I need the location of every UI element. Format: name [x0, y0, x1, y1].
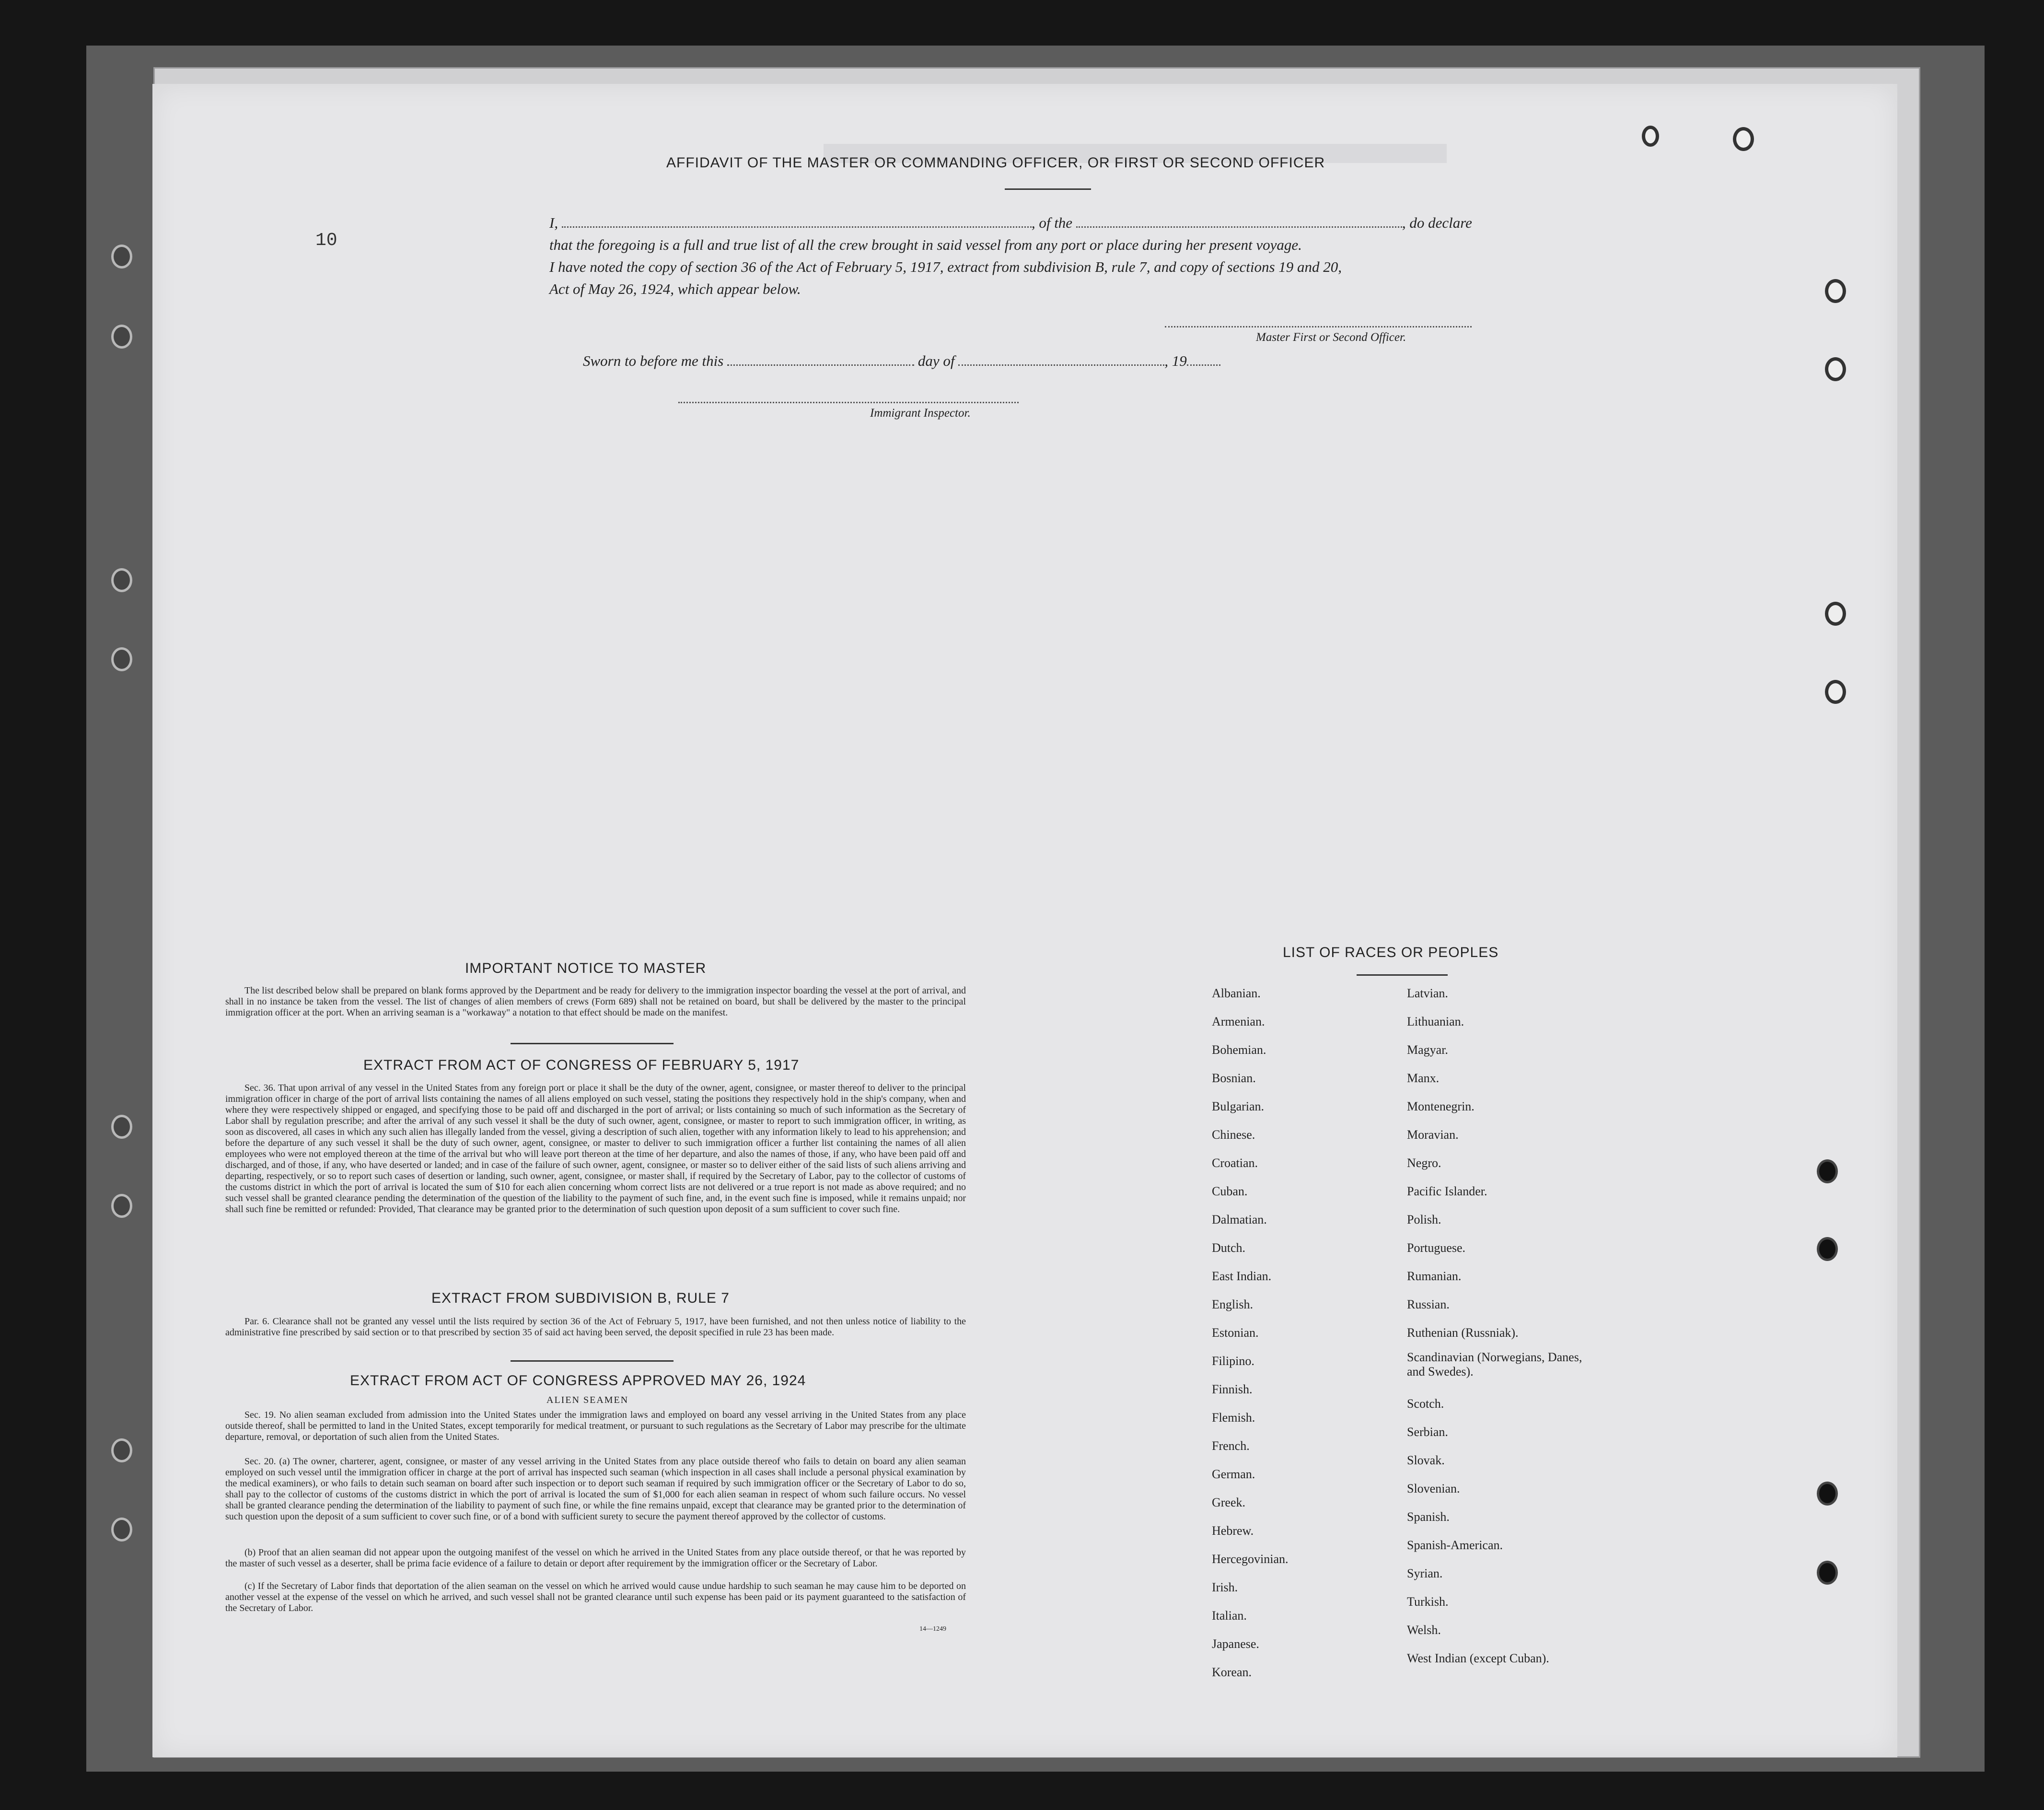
race-right-item: Pacific Islander. — [1407, 1184, 1487, 1198]
race-left-item: Bulgarian. — [1212, 1099, 1265, 1113]
extract3-sec20c: (c) If the Secretary of Labor finds that deportation of the alien seaman on the vessel on which he arrived would cause undue hardship to such seaman he may cause him to be deported on another vessel at the expense of the vessel on which he arrived, and such vessel shall not be granted clearance until such expense has been paid or its payment guaranteed to the satisfaction of the Secretary of Labor. — [225, 1581, 966, 1613]
divider-2 — [511, 1360, 674, 1362]
race-left-item: Chinese. — [1212, 1128, 1255, 1142]
notice-title: IMPORTANT NOTICE TO MASTER — [465, 960, 707, 976]
binder-hole-top-right — [1642, 126, 1659, 147]
race-right-item: Moravian. — [1407, 1128, 1459, 1142]
race-right-item: Latvian. — [1407, 986, 1448, 1000]
race-left-item: Dutch. — [1212, 1241, 1246, 1255]
race-right-item: Rumanian. — [1407, 1269, 1462, 1283]
race-right-item: Turkish. — [1407, 1594, 1449, 1609]
affidavit-line-1 — [549, 214, 1472, 232]
master-signature-line[interactable] — [1165, 326, 1472, 327]
extract1-body: Sec. 36. That upon arrival of any vessel in the United States from any foreign port or place it shall be the duty of the owner, agent, consignee, or master thereof to deliver to the principal immigration officer in charge of the port of arrival lists containing the names of all aliens employed on such vessel, stating the positions they respectively hold in the ship's company, when and where they were respectively shipped or engaged, and specifying those to be paid off and discharged in the port of arrival; or lists containing so much of such information as the Secretary of Labor shall by regulation prescribe; and after the arrival of any such vessel it shall be the duty of such owner, agent, consignee, or master to report to such immigration officer, in writing, as soon as discovered, all cases in which any such alien has illegally landed from the vessel, giving a description of such alien, together with any information likely to lead to his apprehension; and before the departure of any such vessel it shall be the duty of such owner, agent, consignee, or master to deliver to such immigration officer a further list containing the names of all alien employees who were not employed thereon at the time of the arrival but who will leave port thereon at the time of her departure, and also the names of those, if any, who have been paid off and discharged, and of those, if any, who have deserted or landed; and in case of the failure of such owner, agent, consignee, or master so to deliver either of the said lists of such aliens arriving and departing, respectively, or so to report such cases of desertion or landing, such owner, agent, consignee, or master shall, if required by the Secretary of Labor, pay to the collector of customs of the customs district in which the port of arrival is located the sum of $10 for each alien concerning whom correct lists are not delivered or a true report is not made as above required; and no such vessel shall be granted clearance pending the determination of the question of the liability to the payment of such fine, and, in the event such fine is imposed, while it remains unpaid; nor shall such fine be remitted or refunded: Provided, That clearance may be granted prior to the determination of such question upon deposit of a sum sufficient to cover such fine. — [225, 1083, 966, 1214]
race-right-item: Spanish-American. — [1407, 1538, 1503, 1552]
extract2-body: Par. 6. Clearance shall not be granted any vessel until the lists required by section 36 of the Act of February 5, 1917, have been furnished, and not then unless notice of liability to the administrative fine prescribed by said section or to that prescribed by section 35 of said act having been served, the deposit specified in rule 23 has been made. — [225, 1316, 966, 1338]
race-right-item: Magyar. — [1407, 1043, 1448, 1057]
vessel-field[interactable] — [1076, 226, 1402, 228]
affidavit-line-3: I have noted the copy of section 36 of the Act of February 5, 1917, extract from subdivision B, rule 7, and copy of sections 19 and 20, — [549, 258, 1342, 275]
race-left-item: East Indian. — [1212, 1269, 1272, 1283]
extract2-title: EXTRACT FROM SUBDIVISION B, RULE 7 — [431, 1290, 730, 1306]
race-left-item: Albanian. — [1212, 986, 1261, 1000]
affidavit-line-4: Act of May 26, 1924, which appear below. — [549, 280, 801, 297]
race-left-item: Estonian. — [1212, 1326, 1259, 1340]
binder-hole-right-5 — [1825, 680, 1846, 704]
extract3-title: EXTRACT FROM ACT OF CONGRESS APPROVED MAY 26, 1924 — [350, 1373, 806, 1389]
race-left-item: Hebrew. — [1212, 1524, 1254, 1538]
inspector-signature-line[interactable] — [678, 402, 1019, 403]
race-left-item: Finnish. — [1212, 1382, 1253, 1396]
year-label: , 19 — [1164, 352, 1187, 369]
binder-hole-right-1 — [1733, 127, 1754, 151]
race-left-item: Flemish. — [1212, 1411, 1255, 1425]
race-right-item: Scandinavian (Norwegians, Danes, and Swedes). — [1407, 1350, 1582, 1378]
i-label: I, — [549, 214, 558, 231]
binder-hole-left-8 — [111, 1518, 132, 1541]
races-title: LIST OF RACES OR PEOPLES — [1283, 945, 1499, 960]
binder-hole-left-6 — [111, 1194, 132, 1218]
binder-hole-right-9 — [1817, 1561, 1838, 1585]
binder-hole-right-4 — [1825, 602, 1846, 626]
sworn-line — [583, 352, 1220, 370]
race-left-item: Japanese. — [1212, 1637, 1259, 1651]
race-right-item: Negro. — [1407, 1156, 1441, 1170]
sworn-month-field[interactable] — [958, 364, 1164, 366]
race-left-item: English. — [1212, 1297, 1253, 1311]
race-right-item: West Indian (except Cuban). — [1407, 1651, 1549, 1665]
race-right-item: Polish. — [1407, 1213, 1441, 1226]
form-number: 14—1249 — [919, 1625, 946, 1633]
extract3-subtitle: ALIEN SEAMEN — [546, 1395, 629, 1405]
notice-body: The list described below shall be prepared on blank forms approved by the Department and be ready for delivery to the immigration inspector boarding the vessel at the port of arrival, and shall in no instance be taken from the vessel. The list of changes of alien members of crews (Form 689) shall not be retained on board, but shall be delivered by the master to the principal immigration officer at the port. When an arriving seaman is a "workaway" a notation to that effect should be made on the manifest. — [225, 985, 966, 1018]
race-right-item: Slovak. — [1407, 1453, 1445, 1467]
name-field[interactable] — [562, 226, 1032, 228]
race-left-item: Hercegovinian. — [1212, 1552, 1289, 1566]
margin-mark: 10 — [315, 230, 337, 251]
binder-hole-right-6 — [1817, 1159, 1838, 1183]
race-left-item: Filipino. — [1212, 1354, 1254, 1368]
race-right-item: Syrian. — [1407, 1566, 1443, 1580]
extract3-sec19: Sec. 19. No alien seaman excluded from admission into the United States under the immigration laws and employed on board any vessel arriving in the United States from any place outside thereof, shall be permitted to land in the United States, except temporarily for medical treatment, or pursuant to such regulations as the Secretary of Labor may prescribe for the ultimate departure, removal, or deportation of such alien from the United States. — [225, 1410, 966, 1442]
binder-hole-left-5 — [111, 1115, 132, 1139]
binder-hole-left-4 — [111, 647, 132, 671]
race-left-item: Bosnian. — [1212, 1071, 1256, 1085]
race-right-item: Serbian. — [1407, 1425, 1448, 1439]
binder-hole-left-1 — [111, 245, 132, 269]
day-of-label: day of — [917, 352, 955, 369]
extract1-title: EXTRACT FROM ACT OF CONGRESS OF FEBRUARY 5, 1917 — [363, 1057, 800, 1073]
race-right-item: Spanish. — [1407, 1509, 1450, 1524]
sworn-year-field[interactable] — [1187, 364, 1220, 366]
race-left-item: Irish. — [1212, 1580, 1238, 1594]
of-the-label: , of the — [1031, 214, 1073, 231]
binder-hole-right-3 — [1825, 357, 1846, 381]
affidavit-title: AFFIDAVIT OF THE MASTER OR COMMANDING OFFICER, OR FIRST OR SECOND OFFICER — [666, 155, 1325, 171]
binder-hole-left-7 — [111, 1438, 132, 1462]
extract3-sec20b: (b) Proof that an alien seaman did not appear upon the outgoing manifest of the vessel on which he arrived in the United States from any place outside thereof, or that he was reported by the master of such vessel as a deserter, shall be prima facie evidence of a failure to detain or deport after requirement by the immigration officer or the Secretary of Labor. — [225, 1547, 966, 1569]
binder-hole-right-2 — [1825, 279, 1846, 303]
races-divider — [1357, 974, 1448, 976]
race-right-item: Slovenian. — [1407, 1481, 1460, 1495]
race-right-item: Portuguese. — [1407, 1241, 1466, 1255]
extract3-sec20a: Sec. 20. (a) The owner, charterer, agent, consignee, or master of any vessel arriving in the United States from any place outside thereof who fails to detain on board any alien seaman employed on such vessel until the immigration officer in charge at the port of arrival has inspected such seaman (which inspection in all cases shall include a personal physical examination by the medical examiners), or who fails to detain such seaman on board after such inspection or to deport such seaman if required by such immigration officer or the Secretary of Labor to do so, shall pay to the collector of customs of the customs district in which the port of arrival is located the sum of $1,000 for each alien seaman in respect of whom such failure occurs. No vessel shall be granted clearance pending the determination of the liability to payment of such fine, or while the fine remains unpaid, except that clearance may be granted prior to the determination of such question upon the deposit of a sum sufficient to cover such fine, or of a bond with sufficient surety to secure the payment thereof approved by the collector of customs. — [225, 1456, 966, 1522]
race-left-item: Croatian. — [1212, 1156, 1258, 1170]
race-left-item: Bohemian. — [1212, 1043, 1266, 1057]
race-left-item: Italian. — [1212, 1609, 1247, 1623]
sworn-day-field[interactable] — [727, 364, 914, 366]
document-page — [152, 84, 1897, 1757]
binder-hole-left-2 — [111, 325, 132, 349]
race-right-item: Welsh. — [1407, 1623, 1441, 1637]
title-divider — [1005, 188, 1091, 190]
binder-hole-right-7 — [1817, 1237, 1838, 1261]
binder-hole-left-3 — [111, 568, 132, 592]
race-right-item: Manx. — [1407, 1071, 1440, 1085]
race-right-item: Ruthenian (Russniak). — [1407, 1326, 1519, 1340]
affidavit-line-2: that the foregoing is a full and true list of all the crew brought in said vessel from any port or place during her present voyage. — [549, 236, 1302, 253]
divider-1 — [511, 1043, 674, 1044]
race-left-item: Korean. — [1212, 1665, 1252, 1679]
race-left-item: Greek. — [1212, 1495, 1246, 1509]
race-left-item: Cuban. — [1212, 1184, 1248, 1198]
race-right-item: Scotch. — [1407, 1396, 1444, 1411]
race-left-item: Dalmatian. — [1212, 1213, 1267, 1226]
master-signature-label: Master First or Second Officer. — [1256, 331, 1406, 344]
race-left-item: French. — [1212, 1439, 1250, 1453]
race-left-item: German. — [1212, 1467, 1255, 1481]
declare-label: , do declare — [1402, 214, 1472, 231]
race-right-item: Montenegrin. — [1407, 1099, 1475, 1113]
race-right-item: Lithuanian. — [1407, 1015, 1464, 1028]
race-right-item: Russian. — [1407, 1297, 1450, 1311]
sworn-label: Sworn to before me this — [583, 352, 724, 369]
inspector-signature-label: Immigrant Inspector. — [870, 407, 971, 420]
race-left-item: Armenian. — [1212, 1015, 1265, 1028]
binder-hole-right-8 — [1817, 1482, 1838, 1506]
